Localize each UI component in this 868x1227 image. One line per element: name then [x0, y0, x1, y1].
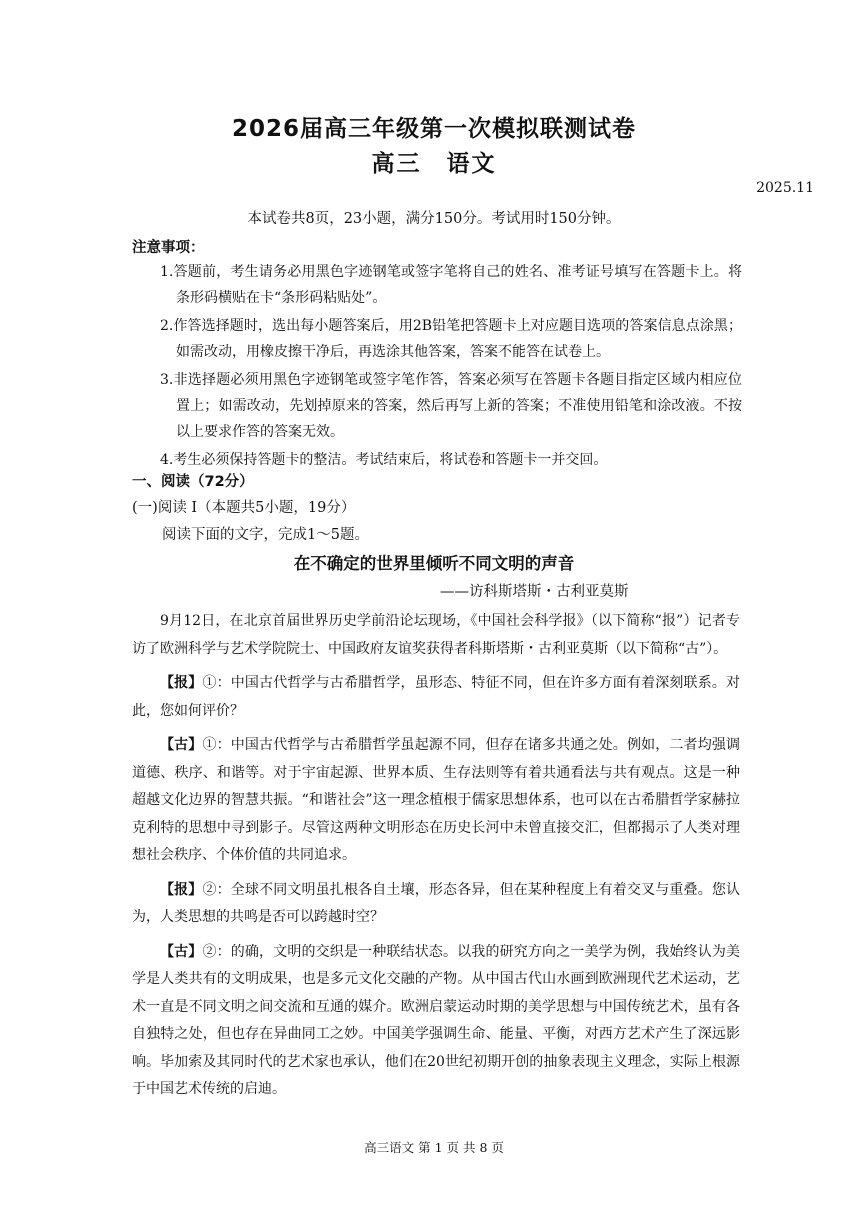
- article-title: 在不确定的世界里倾听不同文明的声音: [293, 554, 575, 573]
- dialogue-text: ②：全球不同文明虽扎根各自土壤，形态各异，但在某种程度上有着交叉与重叠。您认为，人类思想的共鸣是否可以跨越时空？: [132, 881, 741, 925]
- dialogue-paragraph: [132, 939, 740, 1104]
- page-footer: 高三语文 第 1 页 共 8 页: [364, 1140, 504, 1155]
- notice-item: 4.考生必须保持答题卡的整洁。考试结束后，将试卷和答题卡一并交回。: [160, 452, 608, 468]
- section-subheading: (一)阅读 I（本题共5小题，19分）: [132, 500, 356, 516]
- dialogue-paragraph: [132, 877, 740, 932]
- notice-item: 3.非选择题必须用黑色字迹钢笔或签字笔作答，答案必须写在答题卡各题目指定区域内相应位置上；如需改动，先划掉原来的答案，然后再写上新的答案；不准使用铅笔和涂改液。不按以上要求作答的答案无效。: [160, 372, 742, 440]
- article-lead: 9月12日，在北京首届世界历史学前沿论坛现场，《中国社会科学报》（以下简称“报”）记者专访了欧洲科学与艺术学院院士、中国政府友谊奖获得者科斯塔斯・古利亚莫斯（以下简称“古”）。: [132, 613, 740, 657]
- dialogue-text: ①：中国古代哲学与古希腊哲学虽起源不同，但存在诸多共通之处。例如，二者均强调道德、秩序、和谐等。对于宇宙起源、世界本质、生存法则等有着共通看法与共有观点。这是一种超越文化边界的智慧共振。“和谐社会”这一理念植根于儒家思想体系，也可以在古希腊哲学家赫拉克利特的思想中寻到影子。尽管这两种文明形态在历史长河中未曾直接交汇，但都揭示了人类对理想社会秩序、个体价值的共同追求。: [132, 737, 741, 863]
- speaker-tag: 【古】: [160, 737, 203, 753]
- notice-item: 2.作答选择题时，选出每小题答案后，用2B铅笔把答题卡上对应题目选项的答案信息点涂黑；如需改动，用橡皮擦干净后，再选涂其他答案，答案不能答在试卷上。: [160, 318, 742, 360]
- speaker-tag: 【古】: [160, 943, 203, 960]
- exam-intro: 本试卷共8页，23小题，满分150分。考试用时150分钟。: [247, 211, 621, 227]
- article-subtitle: ——访科斯塔斯・古利亚莫斯: [440, 584, 629, 600]
- dialogue-paragraph: [132, 670, 740, 725]
- speaker-tag: 【报】: [160, 675, 203, 691]
- reading-instruction: 阅读下面的文字，完成1～5题。: [162, 527, 369, 543]
- notice-list: [160, 259, 742, 473]
- dialogue-text: ②：的确，文明的交织是一种联结状态。以我的研究方向之一美学为例，我始终认为美学是人类共有的文明成果，也是多元文化交融的产物。从中国古代山水画到欧洲现代艺术运动，艺术一直是不同文明之间交流和互通的媒介。欧洲启蒙运动时期的美学思想与中国传统艺术，虽有各自独特之处，但也存在异曲同工之妙。中国美学强调生命、能量、平衡，对西方艺术产生了深远影响。毕加索及其同时代的艺术家也承认，他们在20世纪初期开创的抽象表现主义理念，实际上根源于中国艺术传统的启迪。: [132, 943, 741, 1097]
- exam-title: 2026届高三年级第一次模拟联测试卷: [231, 116, 636, 142]
- speaker-tag: 【报】: [160, 881, 203, 898]
- dialogue-paragraph: [132, 732, 740, 870]
- article-body: [132, 608, 740, 1104]
- exam-subject: 高三 语文: [371, 151, 497, 177]
- notice-item: 1.答题前，考生请务必用黑色字迹钢笔或签字笔将自己的姓名、准考证号填写在答题卡上。将条形码横贴在卡“条形码粘贴处”。: [160, 264, 742, 306]
- section-heading: 一、阅读（72分）: [132, 474, 254, 490]
- dialogue-text: ①：中国古代哲学与古希腊哲学，虽形态、特征不同，但在许多方面有着深刻联系。对此，您如何评价？: [132, 675, 741, 719]
- notice-heading: 注意事项：: [132, 240, 205, 256]
- exam-date: 2025.11: [756, 180, 814, 196]
